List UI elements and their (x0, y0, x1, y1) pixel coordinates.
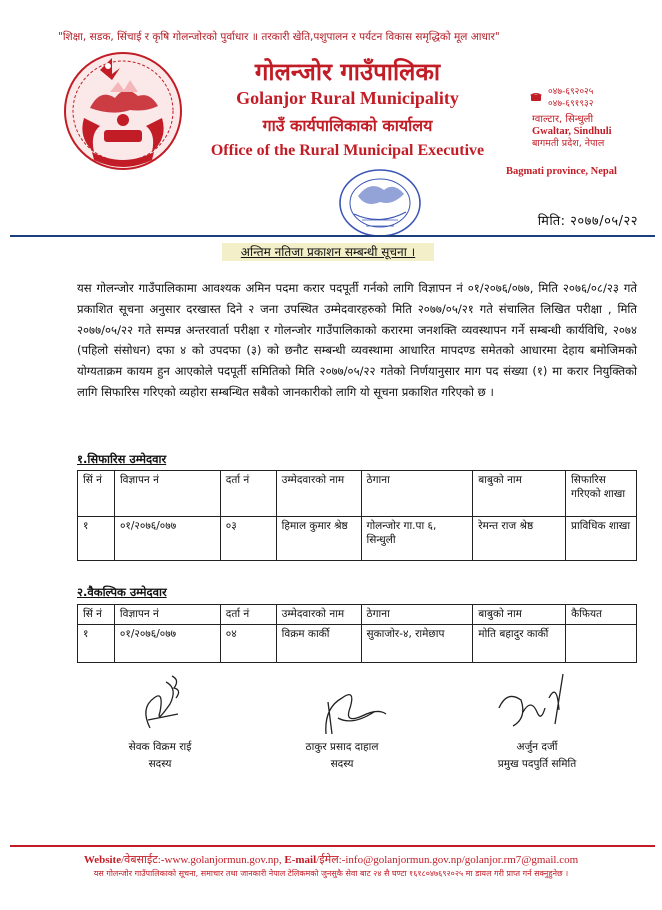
column-header: बाबुको नाम (473, 605, 566, 625)
nepal-emblem-icon (60, 48, 186, 174)
signatory-role: सदस्य (330, 758, 354, 770)
column-header: कैफियत (566, 605, 637, 625)
column-header: ठेगाना (361, 605, 473, 625)
signatory-1 (100, 668, 220, 771)
alternate-candidate-heading: २.वैकल्पिक उम्मेदवार (77, 585, 167, 599)
table-header-row (78, 471, 637, 517)
column-header: दर्ता नं (220, 605, 276, 625)
handwritten-signature-icon (120, 668, 200, 740)
recommended-candidate-heading: १.सिफारिस उम्मेदवार (77, 452, 167, 466)
column-header: उम्मेदवारको नाम (276, 471, 361, 517)
province-nepali: बागमती प्रदेश, नेपाल (532, 138, 605, 149)
table-row (78, 517, 637, 561)
email-link[interactable]: info@golanjormun.gov.np/golanjor.rm7@gmail.com (345, 854, 579, 866)
address-english: Gwaltar, Sindhuli (532, 126, 612, 137)
notice-body: यस गोलन्जोर गाउँपालिकामा आवश्यक अमिन पदमा करार पदपूर्ती गर्नको लागि विज्ञापन नं ०१/२०७६/०७७, मिति २०७६/०८/२३ गते प्रकाशित सूचना अनुसार दरखास्त दिने २ जना उपस्थित उम्मेदवारहरुको मिति २०७७/०५/२१ गते संचालित लिखित परीक्षा , मिति २०७७/०५/२२ गते सम्पन्न अन्तरवार्ता परीक्षा र गोलन्जोर गाउँपालिकाको करारमा जनशक्ति व्यवस्थापन गर्ने सम्बन्धी कार्यविधि, २०७४ (पहिलो संसोधन) दफा ४ को उपदफा (३) को छनौट सम्बन्धी व्यवस्थामा आधारित मापदण्ड समेतको आधारमा देहाय बमोजिमको योग्यताक्रम कायम हुन आएकोले पदपूर्ती समितिको मिति २०७७/०५/२२ गतेको निर्णयानुसार माग पद संख्या (१) मा करार नियुक्तिको लागि सिफारिस गरिएको व्यहोरा सम्बन्धित सबैको जानकारीको लागि यो सूचना प्रकाशित गरिएको छ । (77, 281, 637, 399)
signatory-name: ठाकुर प्रसाद दाहाल (305, 741, 379, 753)
slogan: "शिक्षा, सडक, सिंचाई र कृषि गोलन्जोरको पुर्वाधार ॥ तरकारी खेति,पशुपालन र पर्यटन विकास समृद्धिको मूल आधार" (58, 31, 500, 43)
header-divider (10, 235, 655, 237)
table-cell: रेमन्त राज श्रेष्ठ (473, 517, 566, 561)
notice-subject: अन्तिम नतिजा प्रकाशन सम्बन्धी सूचना । (222, 243, 434, 261)
signatory-name: सेवक विक्रम राई (128, 741, 192, 753)
column-header: दर्ता नं (220, 471, 276, 517)
table-cell: विक्रम कार्की (276, 625, 361, 663)
footer-divider (10, 845, 655, 847)
table-cell: ०१/२०७६/०७७ (114, 517, 220, 561)
footer-contact (0, 852, 662, 867)
table-cell: १ (78, 517, 115, 561)
signatory-name: अर्जुन दर्जी (516, 741, 558, 753)
recommended-candidate-table (77, 470, 637, 561)
phone-number-2: ०४७-६९१९३२ (548, 99, 594, 109)
table-row (78, 625, 637, 663)
table-cell: सुकाजोर-४, रामेछाप (361, 625, 473, 663)
website-label: Website (83, 854, 122, 866)
table-header-row (78, 605, 637, 625)
column-header: बाबुको नाम (473, 471, 566, 517)
table-cell: ०१/२०७६/०७७ (114, 625, 220, 663)
alternate-candidate-table (77, 604, 637, 663)
column-header: ठेगाना (361, 471, 473, 517)
website-link[interactable]: www.golanjormun.gov.np, (164, 854, 282, 866)
table-cell: गोलन्जोर गा.पा ६, सिन्धुली (361, 517, 473, 561)
municipality-name-nepali: गोलन्जोर गाउँपालिका (254, 58, 441, 86)
office-name-english: Office of the Rural Municipal Executive (210, 142, 485, 159)
signatory-role: सदस्य (148, 758, 172, 770)
email-label: E-mail (284, 854, 317, 866)
table-cell: मोति बहादुर कार्की (473, 625, 566, 663)
website-label-nepali: /वेबसाईट:- (121, 854, 165, 866)
column-header: सिं नं (78, 471, 115, 517)
footer-notice: यस गोलन्जोर गाउँपालिकाको सूचना, समाचार तथा जानकारी नेपाल टेलिकमको जुनसुकै सेवा बाट २४ सै घण्टा १६१८०४७६९२०२५ मा डायल गरी प्राप्त गर्न सक्नुहुनेछ । (93, 869, 569, 878)
email-label-nepali: /ईमेल:- (316, 854, 346, 866)
phone-icon (530, 92, 542, 102)
notice-date: मिति: २०७७/०५/२२ (537, 214, 638, 229)
table-cell (566, 625, 637, 663)
table-cell: हिमाल कुमार श्रेष्ठ (276, 517, 361, 561)
table-cell: प्राविधिक शाखा (566, 517, 637, 561)
table-cell: ०४ (220, 625, 276, 663)
office-seal-stamp-icon (336, 166, 424, 240)
contact-block (532, 86, 660, 150)
municipality-name-english: Golanjor Rural Municipality (236, 88, 459, 108)
signatory-3 (462, 668, 612, 771)
column-header: सिफारिस गरिएको शाखा (566, 471, 637, 517)
signatory-2 (272, 668, 412, 771)
phone-number-1: ०४७-६९२०२५ (548, 87, 594, 97)
column-header: उम्मेदवारको नाम (276, 605, 361, 625)
signatory-role: प्रमुख पदपुर्ति समिति (497, 758, 577, 770)
table-cell: ०३ (220, 517, 276, 561)
address-nepali: ग्वाल्टार, सिन्धुली (532, 114, 594, 125)
office-name-nepali: गाउँ कार्यपालिकाको कार्यालय (262, 116, 433, 135)
province-english: Bagmati province, Nepal (506, 166, 617, 177)
handwritten-signature-icon (282, 668, 402, 740)
table-cell: १ (78, 625, 115, 663)
column-header: विज्ञापन नं (114, 605, 220, 625)
column-header: सिं नं (78, 605, 115, 625)
column-header: विज्ञापन नं (114, 471, 220, 517)
handwritten-signature-icon (477, 668, 597, 740)
